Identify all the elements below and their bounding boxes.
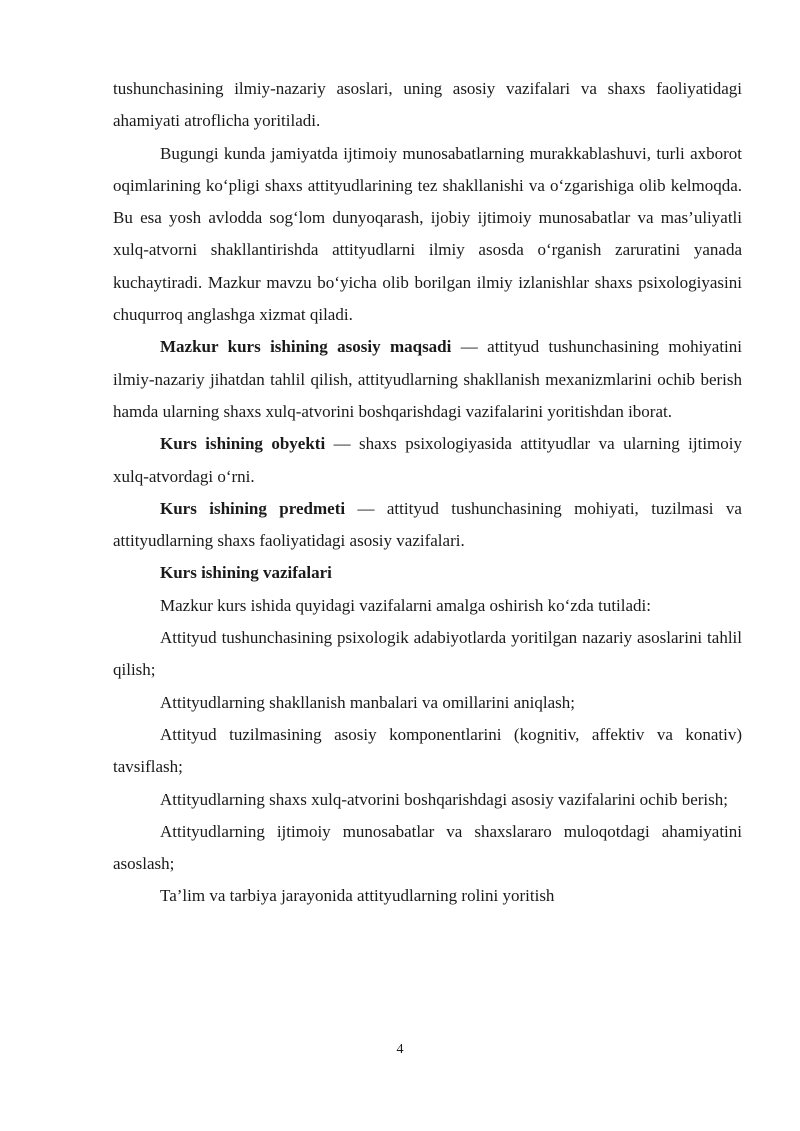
task-item: Attityudlarning ijtimoiy munosabatlar va shaxslararo muloqotdagi ahamiyatini asoslash; [113, 821, 742, 874]
subject-text: — attityud tushunchasining mohiyati, tuzilmasi va attityudlarning shaxs faoliyatidagi asosiy vazifalari. [113, 498, 742, 551]
paragraph-object [113, 428, 742, 493]
task-item: Attityudlarning shakllanish manbalari va omillarini aniqlash; [160, 692, 575, 712]
task-item: Attityud tuzilmasining asosiy komponentlarini (kognitiv, affektiv va konativ) tavsiflash; [113, 724, 742, 777]
tasks-intro: Mazkur kurs ishida quyidagi vazifalarni amalga oshirish ko‘zda tutiladi: [160, 595, 651, 615]
paragraph-continuation: tushunchasining ilmiy-nazariy asoslari, uning asosiy vazifalari va shaxs faoliyatidagi ahamiyati atroflicha yoritiladi. [113, 79, 742, 131]
tasks-heading-paragraph [113, 557, 742, 589]
page-body [113, 73, 742, 913]
tasks-heading: Kurs ishining vazifalari [160, 563, 332, 583]
page-number: 4 [396, 1042, 404, 1057]
goal-heading: Mazkur kurs ishining asosiy maqsadi [160, 337, 452, 357]
paragraph-goal [113, 331, 742, 428]
subject-heading: Kurs ishining predmeti [160, 498, 346, 518]
goal-text: — attityud tushunchasining mohiyatini ilmiy-nazariy jihatdan tahlil qilish, attityudlarning shakllanish mexanizmlarini ochib berish hamda ularning shaxs xulq-atvorini boshqarishdagi vazifalarini yoritishdan iborat. [113, 337, 743, 421]
task-item: Attityudlarning shaxs xulq-atvorini boshqarishdagi asosiy vazifalarini ochib berish; [160, 789, 728, 809]
paragraph-subject [113, 493, 742, 558]
object-heading: Kurs ishining obyekti [160, 434, 326, 454]
paragraph-relevance: Bugungi kunda jamiyatda ijtimoiy munosabatlarning murakkablashuvi, turli axborot oqimlarining ko‘pligi shaxs attityudlarining tez shakllanishi va o‘zgarishiga olib kelmoqda. Bu esa yosh avlodda sog‘lom dunyoqarash, ijobiy ijtimoiy munosabatlar va mas’uliyatli xulq-atvorni shakllantirishda attityudlarni ilmiy asosda o‘rganish zaruratini yanada kuchaytiradi. Mazkur mavzu bo‘yicha olib borilgan ilmiy izlanishlar shaxs psixologiyasini chuqurroq anglashga xizmat qiladi. [113, 143, 742, 325]
object-text: — shaxs psixologiyasida attityudlar va ularning ijtimoiy xulq-atvordagi o‘rni. [113, 434, 742, 486]
task-item: Attityud tushunchasining psixologik adabiyotlarda yoritilgan nazariy asoslarini tahlil qilish; [113, 628, 742, 680]
task-item: Ta’lim va tarbiya jarayonida attityudlarning rolini yoritish [160, 886, 555, 906]
